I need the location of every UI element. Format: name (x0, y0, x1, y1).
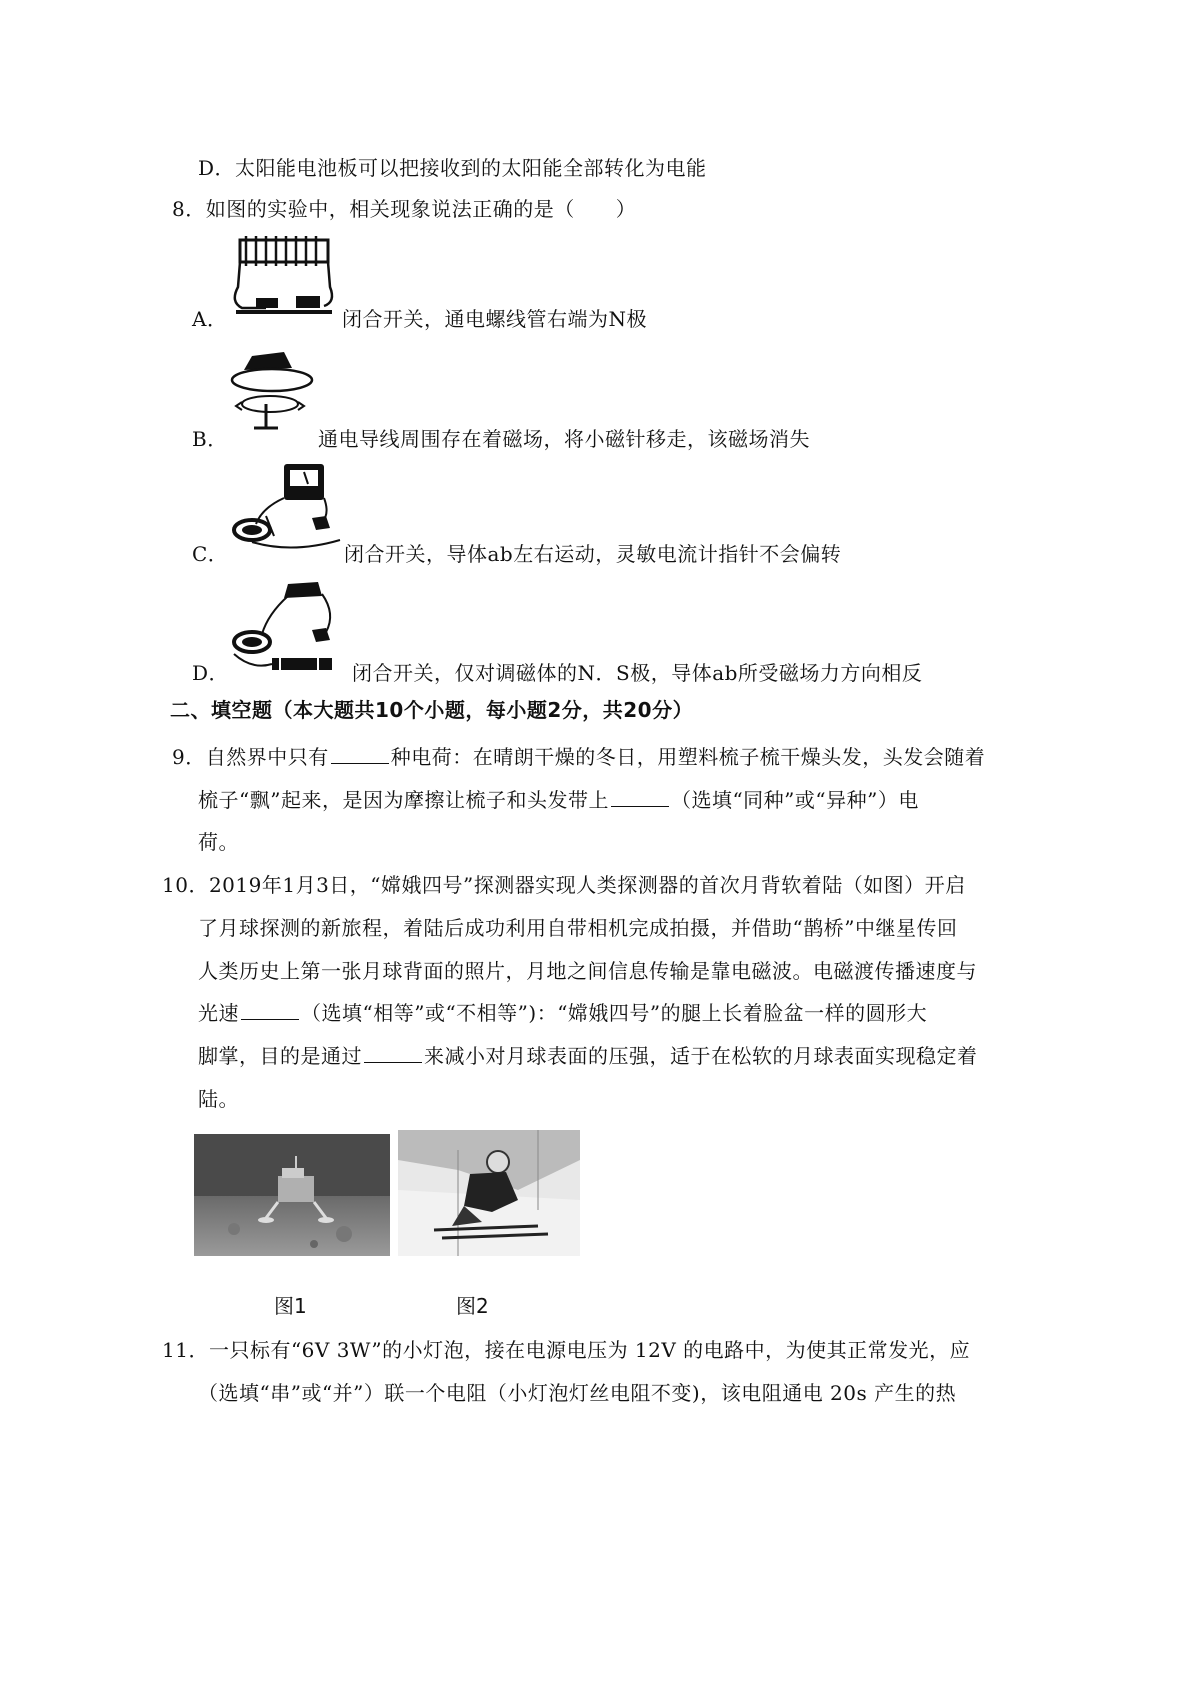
q10-line-6: 陆。 (198, 1087, 239, 1111)
q8-option-d-label: D． (192, 661, 230, 685)
q9-text-2a: 梳子“飘”起来，是因为摩擦让梳子和头发带上 (198, 788, 609, 812)
q8-option-b-label: B． (192, 427, 228, 451)
q10-line-3: 人类历史上第一张月球背面的照片，月地之间信息传输是靠电磁波。电磁渡传播速度与 (198, 959, 977, 983)
solenoid-circuit-figure (226, 232, 338, 324)
q8-stem: 8．如图的实验中，相关现象说法正确的是（ ） (172, 197, 637, 221)
q8-option-a-label: A． (192, 307, 228, 331)
q9-text-1b: 种电荷：在晴朗干燥的冬日，用塑料梳子梳干燥头发，头发会随着 (390, 745, 986, 769)
q9-text-2b: （选填“同种”或“异种”）电 (670, 788, 919, 812)
q10-line-4 (198, 1000, 927, 1026)
q10-text-4b: （选填“相等”或“不相等”)：“嫦娥四号”的腿上长着脸盆一样的圆形大 (301, 1001, 928, 1025)
q9-line-3: 荷。 (198, 830, 239, 854)
q9-line-1 (172, 744, 985, 770)
q7-option-d: D．太阳能电池板可以把接收到的太阳能全部转化为电能 (198, 156, 707, 180)
figure-2-caption: 图2 (456, 1294, 489, 1318)
q8-option-c-label: C． (192, 542, 229, 566)
q9-blank-1 (331, 745, 389, 764)
q11-line-1: 11．一只标有“6V 3W”的小灯泡，接在电源电压为 12V 的电路中，为使其正常发光，应 (162, 1338, 971, 1362)
skier-photo (398, 1130, 580, 1256)
oersted-experiment-figure (222, 346, 322, 436)
induction-galvanometer-figure (222, 458, 346, 556)
q11-line-2: （选填“串”或“并”）联一个电阻（小灯泡灯丝电阻不变)，该电阻通电 20s 产生的热 (198, 1381, 957, 1405)
motor-principle-figure (222, 574, 348, 676)
q9-blank-2 (611, 788, 669, 807)
q8-option-a-text: 闭合开关，通电螺线管右端为N极 (342, 307, 647, 331)
q10-blank-2 (364, 1044, 422, 1063)
figure-1-caption: 图1 (274, 1294, 307, 1318)
q10-text-5b: 来减小对月球表面的压强，适于在松软的月球表面实现稳定着 (424, 1044, 978, 1068)
q10-line-1: 10．2019年1月3日，“嫦娥四号”探测器实现人类探测器的首次月背软着陆（如图）开启 (162, 873, 966, 897)
q10-line-2: 了月球探测的新旅程，着陆后成功利用自带相机完成拍摄，并借助“鹊桥”中继星传回 (198, 916, 958, 940)
q8-option-c-text: 闭合开关，导体ab左右运动，灵敏电流计指针不会偏转 (344, 542, 842, 566)
q8-option-d-text: 闭合开关，仅对调磁体的N．S极，导体ab所受磁场力方向相反 (352, 661, 923, 685)
q10-text-5a: 脚掌，目的是通过 (198, 1044, 362, 1068)
q8-option-b-text: 通电导线周围存在着磁场，将小磁针移走，该磁场消失 (318, 427, 810, 451)
q9-line-2 (198, 787, 919, 813)
q10-blank-1 (241, 1001, 299, 1020)
q10-line-5 (198, 1043, 978, 1069)
section-heading: 二、填空题（本大题共10个小题，每小题2分，共20分） (170, 698, 694, 722)
lunar-lander-photo (194, 1134, 390, 1256)
q9-text-1a: 9．自然界中只有 (172, 745, 329, 769)
q10-text-4a: 光速 (198, 1001, 239, 1025)
